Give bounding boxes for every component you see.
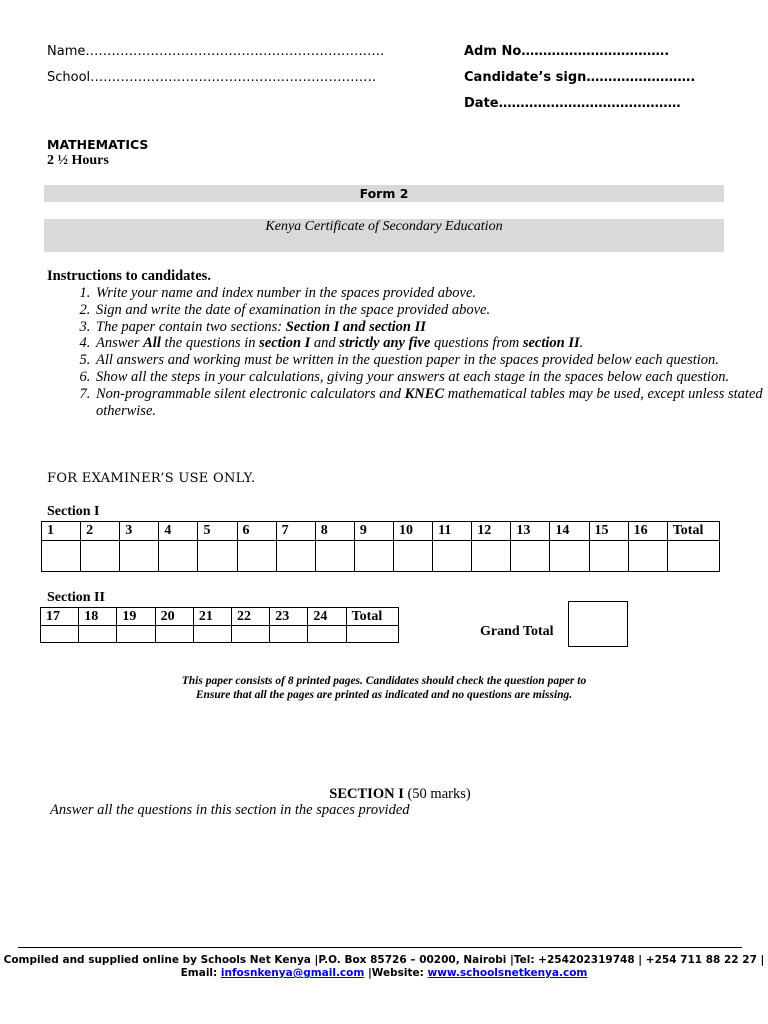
score-header-cell: 23 [270, 608, 308, 626]
section1-heading: SECTION I (50 marks) [329, 786, 471, 802]
score-cell[interactable] [589, 541, 628, 572]
score-cell[interactable] [667, 541, 719, 572]
instruction-item: 3. The paper contain two sections: Section I and section II [94, 319, 766, 336]
grand-total-label: Grand Total [480, 624, 554, 639]
score-header-cell: 10 [393, 522, 432, 541]
score-header-cell: 19 [117, 608, 155, 626]
score-header-cell: 5 [198, 522, 237, 541]
instruction-item: 1. Write your name and index number in the spaces provided above. [94, 285, 766, 302]
score-header-cell: 1 [42, 522, 81, 541]
date-field: Date…………………………………… [464, 96, 681, 111]
section2-header-row [41, 608, 399, 626]
score-cell[interactable] [193, 626, 231, 643]
score-cell[interactable] [308, 626, 346, 643]
name-field: Name…………………………………………………………… [47, 44, 385, 59]
score-cell[interactable] [117, 626, 155, 643]
score-cell[interactable] [472, 541, 511, 572]
section2-score-table [40, 607, 399, 643]
score-header-cell: 18 [79, 608, 117, 626]
section2-label: Section II [47, 590, 105, 605]
grand-total-box [568, 601, 628, 647]
score-header-cell: 11 [433, 522, 472, 541]
score-header-cell: 9 [354, 522, 393, 541]
footer-divider [18, 947, 742, 948]
score-header-cell: 22 [232, 608, 270, 626]
score-cell[interactable] [120, 541, 159, 572]
score-cell[interactable] [155, 626, 193, 643]
score-header-cell: 17 [41, 608, 79, 626]
score-cell[interactable] [315, 541, 354, 572]
score-header-cell: 21 [193, 608, 231, 626]
score-cell[interactable] [354, 541, 393, 572]
score-header-cell: 3 [120, 522, 159, 541]
adm-no-field: Adm No……………………………. [464, 44, 670, 59]
score-header-cell: 6 [237, 522, 276, 541]
section1-score-row [42, 541, 720, 572]
subject-title: MATHEMATICS [47, 137, 149, 152]
score-cell[interactable] [433, 541, 472, 572]
score-cell[interactable] [198, 541, 237, 572]
score-cell[interactable] [276, 541, 315, 572]
instruction-item: 5. All answers and working must be written in the question paper in the spaces provided below each question. [94, 352, 766, 369]
score-header-cell: 16 [628, 522, 667, 541]
duration: 2 ½ Hours [47, 153, 109, 168]
examiner-heading: FOR EXAMINER’S USE ONLY. [47, 471, 256, 486]
form-band-text: Form 2 [359, 186, 409, 201]
section1-score-table [41, 521, 720, 572]
section1-header-row [42, 522, 720, 541]
candidate-sign-field: Candidate’s sign……………………. [464, 70, 696, 85]
footer-links: Email: infosnkenya@gmail.com |Website: www.schoolsnetkenya.com [180, 967, 588, 979]
section2-score-row [41, 626, 399, 643]
score-cell[interactable] [270, 626, 308, 643]
page-count-note: This paper consists of 8 printed pages. Candidates should check the question paper to Ensure that all the pages are printed as indicated and no questions are missing. [181, 675, 587, 701]
score-cell[interactable] [628, 541, 667, 572]
score-cell[interactable] [511, 541, 550, 572]
score-cell[interactable] [393, 541, 432, 572]
section1-subtitle: Answer all the questions in this section in the spaces provided [50, 802, 410, 818]
footer-contact: Compiled and supplied online by Schools Net Kenya |P.O. Box 85726 – 00200, Nairobi |Tel: +254202319748 | +254 711 88 22 27 | [3, 954, 765, 966]
score-header-cell: 2 [81, 522, 120, 541]
score-header-cell: 12 [472, 522, 511, 541]
score-cell[interactable] [346, 626, 398, 643]
website-link[interactable]: www.schoolsnetkenya.com [427, 967, 588, 979]
school-field: School………………………………………………………… [47, 70, 377, 85]
instruction-item: 6. Show all the steps in your calculations, giving your answers at each stage in the spaces below each question. [94, 369, 766, 386]
section1-label: Section I [47, 504, 100, 519]
score-header-cell: 14 [550, 522, 589, 541]
score-cell[interactable] [159, 541, 198, 572]
instructions-list [48, 285, 766, 419]
form-band [44, 185, 724, 202]
score-header-cell: 8 [315, 522, 354, 541]
score-header-cell: 24 [308, 608, 346, 626]
instructions-heading: Instructions to candidates. [47, 268, 211, 284]
score-header-cell: Total [667, 522, 719, 541]
instruction-item: 4. Answer All the questions in section I and strictly any five questions from section II. [94, 335, 766, 352]
exam-band [44, 219, 724, 252]
score-cell[interactable] [42, 541, 81, 572]
score-header-cell: 20 [155, 608, 193, 626]
score-cell[interactable] [79, 626, 117, 643]
score-cell[interactable] [41, 626, 79, 643]
email-link[interactable]: infosnkenya@gmail.com [220, 967, 365, 979]
instruction-item: 2. Sign and write the date of examination in the space provided above. [94, 302, 766, 319]
score-header-cell: 15 [589, 522, 628, 541]
score-header-cell: 4 [159, 522, 198, 541]
score-cell[interactable] [232, 626, 270, 643]
instruction-item: 7. Non-programmable silent electronic calculators and KNEC mathematical tables may be used, except unless stated otherwise. [94, 386, 766, 420]
score-cell[interactable] [237, 541, 276, 572]
score-cell[interactable] [81, 541, 120, 572]
exam-band-text: Kenya Certificate of Secondary Education [265, 219, 503, 234]
score-header-cell: 7 [276, 522, 315, 541]
score-header-cell: 13 [511, 522, 550, 541]
score-cell[interactable] [550, 541, 589, 572]
score-header-cell: Total [346, 608, 398, 626]
